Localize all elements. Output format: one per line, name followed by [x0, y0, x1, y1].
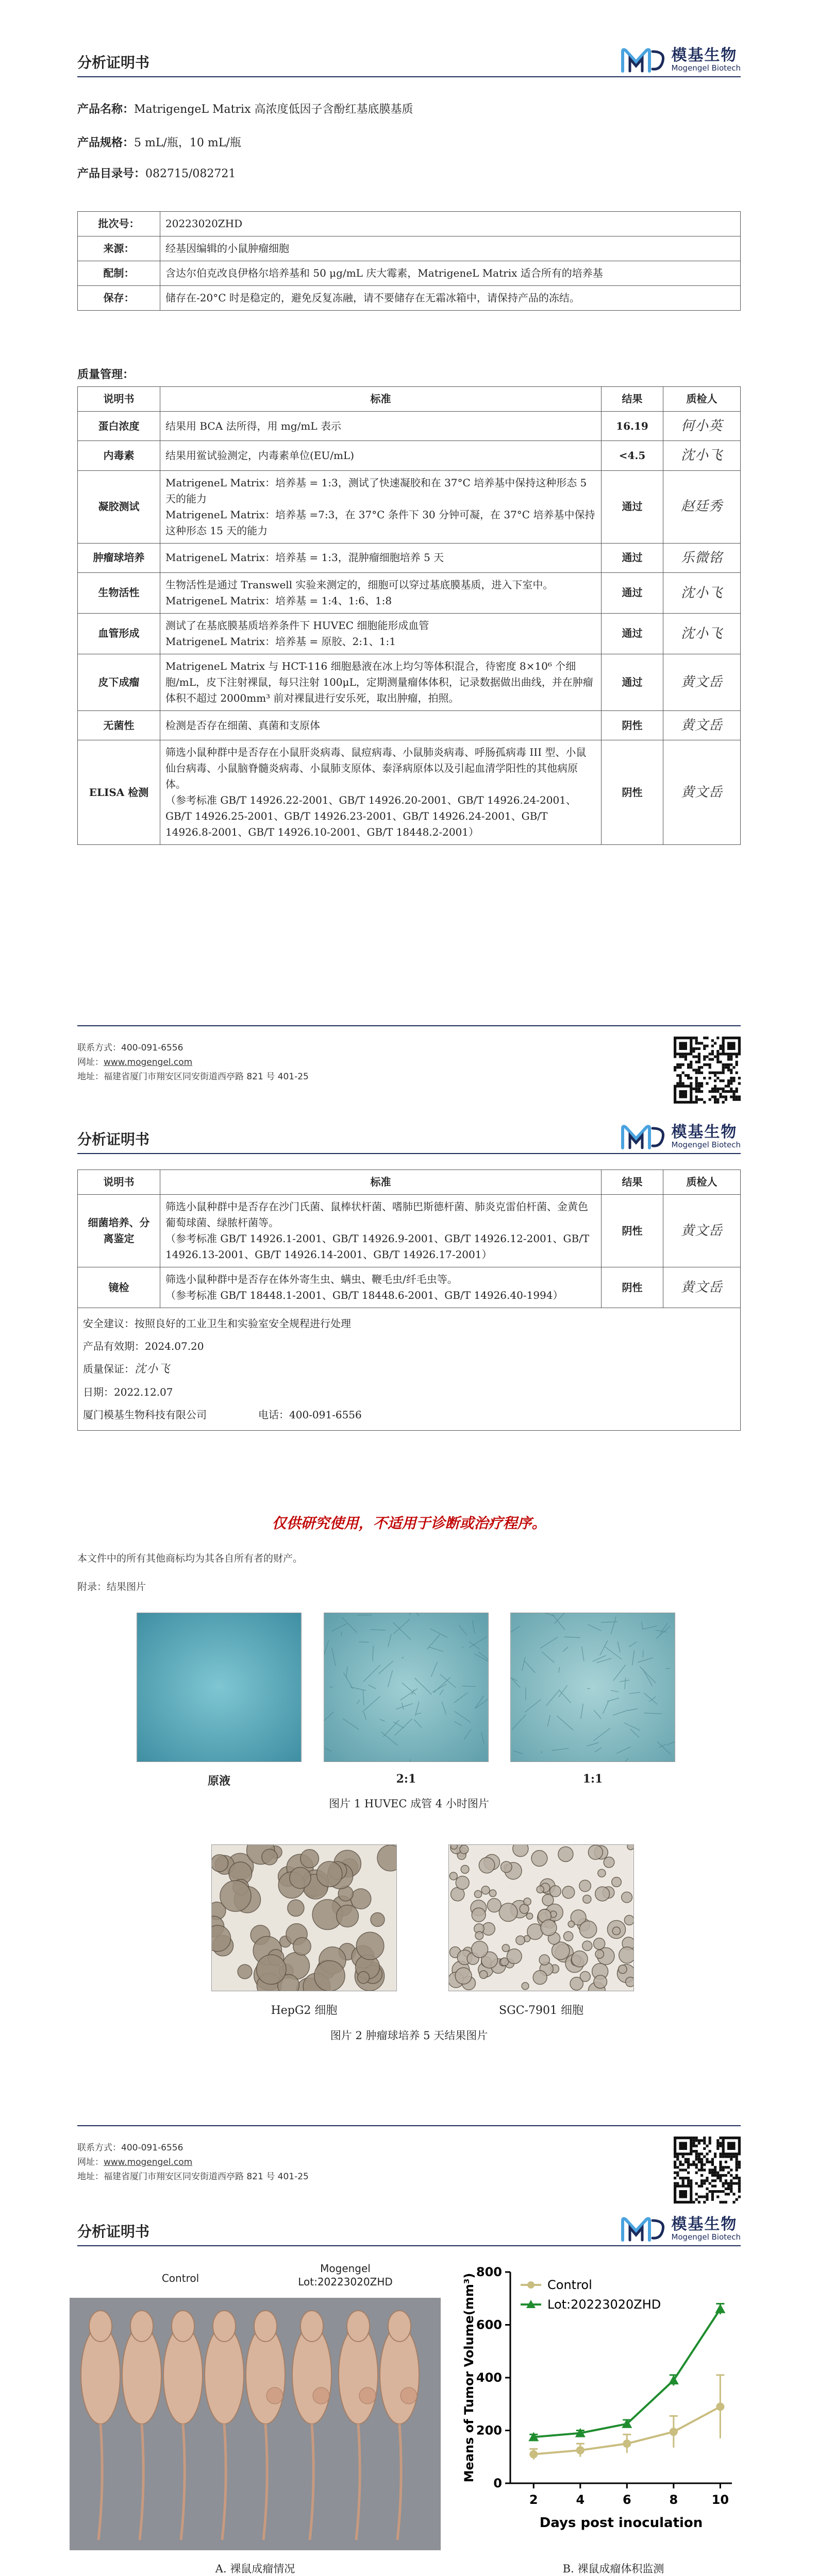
qc-row: [78, 613, 741, 654]
qc-signer: 沈小飞: [663, 613, 741, 654]
logo-en-text: Mogengel Biotech: [671, 63, 741, 73]
qc-item: 皮下成瘤: [78, 654, 160, 710]
qc-result: 阴性: [602, 1267, 663, 1308]
expiry-date: 产品有效期：2024.07.20: [83, 1340, 204, 1352]
brand-logo: [621, 46, 741, 73]
x-axis-label: Days post inoculation: [539, 2515, 703, 2531]
qc-signer: 何小英: [663, 412, 741, 441]
qc-result: 16.19: [602, 412, 663, 441]
x-tick-label: 2: [529, 2493, 538, 2507]
info-table: [77, 211, 741, 311]
page-title: 分析证明书: [77, 2223, 150, 2240]
qc-standard: 生物活性是通过 Transwell 实验来测定的，细胞可以穿过基底膜基质，进入下室中。MatrigeneL Matrix：培养基 = 1:4、1:6、1:8: [160, 572, 602, 613]
qc-item: 血管形成: [78, 613, 160, 654]
product-name: 产品名称：MatrigengeL Matrix 高浓度低因子含酚红基底膜基质: [77, 103, 413, 116]
panel-a-caption: A. 裸鼠成瘤情况: [215, 2563, 295, 2575]
research-only-notice: 仅供研究使用，不适用于诊断或治疗程序。: [272, 1515, 546, 1532]
qc-table-continued: [77, 1170, 741, 1431]
huvec-stock-image: [137, 1613, 302, 1762]
qr-code-icon: [674, 2137, 741, 2204]
x-tick-label: 4: [576, 2493, 585, 2507]
qc-row: [78, 1195, 741, 1267]
qc-table: [77, 386, 741, 845]
qc-row: [78, 412, 741, 441]
qc-signer: 沈小飞: [663, 441, 741, 470]
qc-signer: 黄文岳: [663, 1195, 741, 1267]
logo-mark-icon: [621, 2215, 666, 2242]
page-title: 分析证明书: [77, 54, 150, 71]
footer-web: 网址：www.mogengel.com: [77, 2157, 193, 2167]
legend-label: Lot:20223020ZHD: [547, 2297, 661, 2312]
brand-logo: [621, 2215, 741, 2242]
hepg2-sphere-image: [211, 1844, 397, 1991]
sgc7901-label: SGC-7901 细胞: [499, 2004, 583, 2017]
qr-code-icon: [674, 1037, 741, 1104]
qc-result: 通过: [602, 470, 663, 543]
footer-address: 地址：福建省厦门市翔安区同安街道西亭路 821 号 401-25: [77, 1072, 309, 1082]
qc-result: 通过: [602, 654, 663, 710]
product-spec: 产品规格：5 mL/瓶，10 mL/瓶: [77, 136, 241, 149]
brand-logo: [621, 1123, 741, 1150]
qc-standard: 筛选小鼠种群中是否存在小鼠肝炎病毒、鼠痘病毒、小鼠肺炎病毒、呼肠孤病毒 III 型、小鼠仙台病毒、小鼠脑脊髓炎病毒、小鼠肺支原体、泰泽病原体以及引起血清学阳性的其他病原体。 （参考标准 GB/T 14926.22-2001、GB/T 14926.20-2001、GB/T 14926.24-2001、GB/T 14926.25-2001、GB/T 14926.23-2001、GB/T 14926.24-2001、GB/T 14926.8-2001、GB/T 14926.10-2001、GB/T 18448.2-2001）: [160, 740, 602, 845]
qc-result: 阴性: [602, 1195, 663, 1267]
qc-standard: 检测是否存在细菌、真菌和支原体: [160, 710, 602, 740]
qc-row: [78, 470, 741, 543]
qc-row: [78, 710, 741, 740]
qc-item: 生物活性: [78, 572, 160, 613]
y-tick-label: 400: [476, 2370, 502, 2385]
appendix-label: 附录：结果图片: [77, 1581, 146, 1592]
info-row-source: 来源： 经基因编辑的小鼠肿瘤细胞: [78, 236, 741, 261]
panel-b-caption: B. 裸鼠成瘤体积监测: [562, 2563, 664, 2575]
qa-line: 质量保证：沈小飞: [83, 1363, 171, 1376]
logo-mark-icon: [621, 46, 666, 73]
qc-standard: 结果用 BCA 法所得，用 mg/mL 表示: [160, 412, 602, 441]
qc-standard: 筛选小鼠种群中是否存在体外寄生虫、螨虫、鞭毛虫/纤毛虫等。 （参考标准 GB/T 18448.1-2001、GB/T 18448.6-2001、GB/T 14926.40-1994）: [160, 1267, 602, 1308]
data-point: [670, 2428, 678, 2436]
qc-item: ELISA 检测: [78, 740, 160, 845]
qc-header-row: 说明书 标准 结果 质检人: [78, 1170, 741, 1195]
qc-item: 肿瘤球培养: [78, 543, 160, 572]
page-header: [77, 1118, 741, 1154]
data-point: [716, 2402, 724, 2411]
qc-item: 镜检: [78, 1267, 160, 1308]
y-tick-label: 0: [493, 2476, 502, 2490]
hepg2-label: HepG2 细胞: [271, 2004, 338, 2017]
info-row-batch: 批次号： 20223020ZHD: [78, 212, 741, 236]
footer-phone: 联系方式：400-091-6556: [77, 1043, 183, 1053]
qc-standard: MatrigeneL Matrix 与 HCT-116 细胞悬液在冰上均匀等体积混合，待密度 8×10⁶ 个细胞/mL，皮下注射裸鼠，每只注射 100μL，定期测量瘤体体积，记录数据做出曲线，并在肿瘤体积不超过 2000mm³ 前对裸鼠进行安乐死，取出肿瘤，拍照。: [160, 654, 602, 710]
qc-row: [78, 1267, 741, 1308]
mice-control-label: Control: [161, 2272, 199, 2284]
qc-standard: MatrigeneL Matrix：培养基 = 1:3，混肿瘤细胞培养 5 天: [160, 543, 602, 572]
footer-address: 地址：福建省厦门市翔安区同安街道西亭路 821 号 401-25: [77, 2172, 309, 2182]
nude-mice-photo: [70, 2298, 441, 2550]
trademark-note: 本文件中的所有其他商标均为其各自所有者的财产。: [77, 1553, 303, 1564]
huvec-label-2to1: 2:1: [396, 1772, 416, 1786]
x-tick-label: 6: [622, 2493, 631, 2507]
data-point: [715, 2304, 725, 2313]
qc-signer: 黄文岳: [663, 654, 741, 710]
qc-signer: 乐微铭: [663, 543, 741, 572]
qc-signer: 沈小飞: [663, 572, 741, 613]
figure1-caption: 图片 1 HUVEC 成管 4 小时图片: [329, 1798, 489, 1810]
info-row-storage: 保存： 储存在-20°C 时是稳定的，避免反复冻融，请不要储存在无霜冰箱中，请保持产品的冻结。: [78, 286, 741, 311]
qa-signature: 沈小飞: [135, 1363, 171, 1376]
huvec-label-stock: 原液: [207, 1774, 230, 1788]
footer-phone: 联系方式：400-091-6556: [77, 2143, 183, 2153]
page-title: 分析证明书: [77, 1131, 150, 1148]
qc-result: <4.5: [602, 441, 663, 470]
qc-result: 阴性: [602, 710, 663, 740]
qc-item: 凝胶测试: [78, 470, 160, 543]
series-line: [533, 2309, 720, 2437]
footer-web: 网址：www.mogengel.com: [77, 1057, 193, 1067]
y-tick-label: 600: [476, 2317, 502, 2332]
qc-item: 内毒素: [78, 441, 160, 470]
data-point: [576, 2446, 585, 2454]
qc-result: 通过: [602, 543, 663, 572]
qc-row: [78, 740, 741, 845]
logo-cn-text: 模基生物: [671, 2215, 738, 2234]
qc-standard: MatrigeneL Matrix：培养基 = 1:3，测试了快速凝胶和在 37°C 培养基中保持这种形态 5 天的能力 MatrigeneL Matrix：培养基 =7:3，在 37°C 条件下 30 分钟可凝，在 37°C 培养基中保持这种形态 15 天的能力: [160, 470, 602, 543]
qc-row: [78, 654, 741, 710]
qc-item: 蛋白浓度: [78, 412, 160, 441]
x-tick-label: 8: [669, 2493, 678, 2507]
sgc7901-sphere-image: [448, 1844, 634, 1991]
qc-item: 无菌性: [78, 710, 160, 740]
tumor-volume-line-chart: [454, 2241, 753, 2550]
qc-header-row: 说明书 标准 结果 质检人: [78, 387, 741, 412]
mice-lot-label: Mogengel Lot:20223020ZHD: [298, 2262, 393, 2288]
qc-signer: 赵廷秀: [663, 470, 741, 543]
y-axis-label: Means of Tumor Volume(mm³): [462, 2273, 476, 2483]
qc-result: 通过: [602, 572, 663, 613]
qm-label: 质量管理：: [77, 368, 135, 381]
page-header: [77, 41, 741, 77]
qc-result: 通过: [602, 613, 663, 654]
logo-mark-icon: [621, 1123, 666, 1150]
huvec-label-1to1: 1:1: [582, 1772, 603, 1786]
logo-en-text: Mogengel Biotech: [671, 1140, 741, 1150]
qc-signer: 黄文岳: [663, 740, 741, 845]
y-tick-label: 200: [476, 2423, 502, 2438]
qc-signer: 黄文岳: [663, 1267, 741, 1308]
logo-cn-text: 模基生物: [671, 46, 738, 65]
safety-note: 安全建议：按照良好的工业卫生和实验室安全规程进行处理: [83, 1317, 351, 1330]
figure2-caption: 图片 2 肿瘤球培养 5 天结果图片: [330, 2029, 488, 2042]
data-point: [623, 2439, 631, 2448]
logo-cn-text: 模基生物: [671, 1123, 738, 1142]
qc-row: [78, 441, 741, 470]
huvec-2to1-image: [324, 1613, 489, 1762]
qc-result: 阴性: [602, 740, 663, 845]
qc-standard: 筛选小鼠种群中是否存在沙门氏菌、鼠棒状杆菌、嗜肺巴斯德杆菌、肺炎克雷伯杆菌、金黄色葡萄球菌、绿脓杆菌等。 （参考标准 GB/T 14926.1-2001、GB/T 14926.9-2001、GB/T 14926.12-2001、GB/T 14926.13-2001、GB/T 14926.14-2001、GB/T 14926.17-2001）: [160, 1195, 602, 1267]
y-tick-label: 800: [476, 2265, 502, 2279]
release-info-row: [78, 1308, 741, 1431]
qc-row: [78, 543, 741, 572]
product-catalog: 产品目录号：082715/082721: [77, 167, 236, 180]
info-row-formula: 配制： 含达尔伯克改良伊格尔培养基和 50 μg/mL 庆大霉素，MatrigeneL Matrix 适合所有的培养基: [78, 261, 741, 286]
page-footer: [77, 2125, 741, 2202]
logo-en-text: Mogengel Biotech: [671, 2232, 741, 2242]
qc-item: 细菌培养、分离鉴定: [78, 1195, 160, 1267]
huvec-1to1-image: [510, 1613, 675, 1762]
data-point: [529, 2450, 538, 2459]
qc-signer: 黄文岳: [663, 710, 741, 740]
qc-standard: 测试了在基底膜基质培养条件下 HUVEC 细胞能形成血管 MatrigeneL Matrix：培养基 = 原胶、2:1、1:1: [160, 613, 602, 654]
legend-label: Control: [547, 2278, 592, 2292]
page-footer: [77, 1025, 741, 1103]
release-date: 日期：2022.12.07: [83, 1386, 173, 1398]
company-line: 厦门模基生物科技有限公司 电话：400-091-6556: [83, 1409, 362, 1421]
qc-row: [78, 572, 741, 613]
x-tick-label: 10: [711, 2493, 729, 2507]
qc-standard: 结果用鲎试验测定，内毒素单位(EU/mL): [160, 441, 602, 470]
